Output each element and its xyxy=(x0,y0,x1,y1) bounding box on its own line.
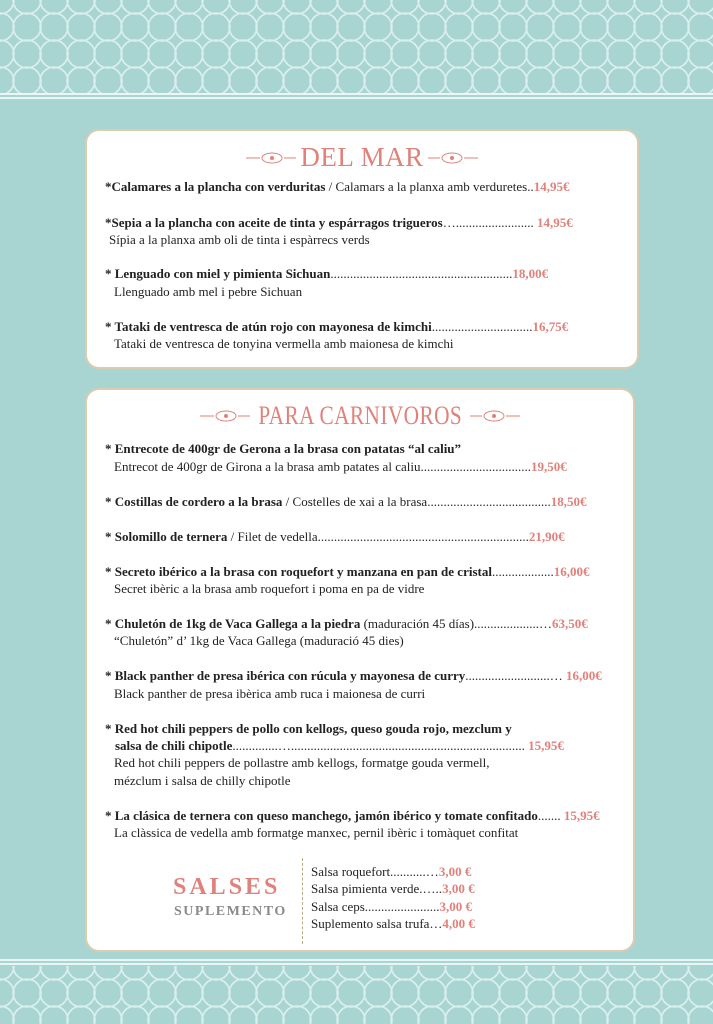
sauce-price: 3,00 € xyxy=(439,899,473,914)
top-band-line-2 xyxy=(0,97,713,99)
sauce-item xyxy=(311,916,475,932)
item-name: *Sepia a la plancha con aceite de tinta y espárragos trigueros xyxy=(105,215,443,230)
sauce-price: 3,00 € xyxy=(438,864,472,879)
ornament-right-icon xyxy=(428,151,478,165)
item-name: * Black panther de presa ibérica con rúcula y mayonesa de curry xyxy=(105,668,466,683)
menu-item xyxy=(105,564,589,580)
item-price: 18,50€ xyxy=(550,494,587,509)
item-dots: …........................ xyxy=(442,215,537,230)
item-price: 19,50€ xyxy=(530,459,567,474)
menu-item xyxy=(105,808,600,824)
sauce-item xyxy=(311,881,475,897)
item-dots: ..............…........................................................................ xyxy=(232,738,529,753)
item-price: 16,00€ xyxy=(553,564,590,579)
item-translation: Black panther de presa ibèrica amb ruca i maionesa de curri xyxy=(114,686,426,701)
item-price: 21,90€ xyxy=(528,529,565,544)
item-alt: (maduración 45 días) xyxy=(360,616,475,631)
item-name: * La clásica de ternera con queso manchego, jamón ibérico y tomate confitado xyxy=(105,808,538,823)
item-translation: “Chuletón” d’ 1kg de Vaca Gallega (maduració 45 dies) xyxy=(114,633,404,648)
menu-item xyxy=(105,441,461,457)
item-price: 63,50€ xyxy=(552,616,588,631)
item-sep: / xyxy=(282,494,293,509)
sauce-item xyxy=(311,864,471,880)
menu-item xyxy=(105,266,548,282)
menu-item xyxy=(105,215,573,231)
item-name: * Red hot chili peppers de pollo con kellogs, queso gouda rojo, mezclum y xyxy=(105,721,512,736)
item-name: * Tataki de ventresca de atún rojo con mayonesa de kimchi xyxy=(105,319,432,334)
ornament-right-icon xyxy=(470,409,520,423)
sauce-label: Suplemento salsa trufa… xyxy=(311,916,443,931)
item-sep: / xyxy=(227,529,238,544)
ornament-left-icon xyxy=(200,409,250,423)
item-name: * Solomillo de ternera xyxy=(105,529,228,544)
bottom-band-line xyxy=(0,959,713,961)
item-price: 18,00€ xyxy=(512,266,549,281)
item-dots: .................................. xyxy=(420,459,531,474)
bottom-band-line-2 xyxy=(0,963,713,965)
item-alt: Filet de vedella xyxy=(237,529,318,544)
menu-item xyxy=(105,319,568,335)
item-sub: Entrecot de 400gr de Girona a la brasa amb patates al caliu xyxy=(114,459,421,474)
item-dots: ....... xyxy=(537,808,564,823)
top-pattern-band xyxy=(0,0,713,93)
item-name: * Chuletón de 1kg de Vaca Gallega a la piedra xyxy=(105,616,361,631)
menu-item xyxy=(105,529,565,545)
menu-item xyxy=(105,179,569,195)
item-price: 15,95€ xyxy=(563,808,600,823)
sauce-label: Salsa pimienta verde.….. xyxy=(311,881,443,896)
menu-item xyxy=(105,668,602,684)
del-mar-title-row xyxy=(87,142,637,173)
menu-item xyxy=(105,616,588,632)
item-price: 15,95€ xyxy=(528,738,564,753)
item-translation: La clàssica de vedella amb formatge manxec, pernil ibèric i tomàquet confitat xyxy=(114,825,519,840)
item-name: * Entrecote de 400gr de Gerona a la brasa con patatas “al caliu” xyxy=(105,441,462,456)
item-translation xyxy=(114,459,567,475)
item-translation: Secret ibèric a la brasa amb roquefort i poma en pa de vidre xyxy=(114,581,425,596)
ornament-left-icon xyxy=(246,151,296,165)
del-mar-title: DEL MAR xyxy=(300,142,424,172)
item-translation: Sípia a la planxa amb oli de tinta i espàrrecs verds xyxy=(109,232,370,247)
salses-divider xyxy=(302,858,303,944)
menu-item xyxy=(105,721,512,737)
item-dots: ....................… xyxy=(474,616,553,631)
item-price: 14,95€ xyxy=(537,215,573,230)
item-dots: ............................... xyxy=(431,319,533,334)
carnivoros-title: PARA CARNIVOROS xyxy=(258,401,462,430)
item-name: * Costillas de cordero a la brasa xyxy=(105,494,283,509)
menu-item xyxy=(105,494,586,510)
item-alt: Calamars a la planxa amb verduretes.. xyxy=(335,179,534,194)
item-alt: Costelles de xai a la brasa xyxy=(292,494,428,509)
menu-item-line2 xyxy=(115,738,564,754)
item-name: * Secreto ibérico a la brasa con roquefort y manzana en pan de cristal xyxy=(105,564,492,579)
sauce-price: 3,00 € xyxy=(442,881,475,896)
item-dots: ..........................… xyxy=(465,668,567,683)
sauce-item xyxy=(311,899,472,915)
salses-title: SALSES xyxy=(173,874,281,900)
carnivoros-title-row xyxy=(87,401,633,431)
sauce-label: Salsa ceps....................... xyxy=(311,899,440,914)
item-dots: ................................................................. xyxy=(317,529,529,544)
carnivoros-card xyxy=(85,388,635,952)
salses-subtitle: SUPLEMENTO xyxy=(174,904,287,919)
item-dots: ...................................... xyxy=(427,494,551,509)
sauce-label: Salsa roquefort...........… xyxy=(311,864,439,879)
item-translation: mézclum i salsa de chilly chipotle xyxy=(114,773,291,788)
item-sep: / xyxy=(325,179,336,194)
item-name: *Calamares a la plancha con verduritas xyxy=(105,179,326,194)
item-translation: Tataki de ventresca de tonyina vermella amb maionesa de kimchi xyxy=(114,336,454,351)
item-price: 16,00€ xyxy=(566,668,602,683)
item-name: salsa de chili chipotle xyxy=(115,738,233,753)
del-mar-card xyxy=(85,129,639,369)
item-name: * Lenguado con miel y pimienta Sichuan xyxy=(105,266,331,281)
top-band-line xyxy=(0,93,713,95)
item-dots: ........................................................ xyxy=(330,266,513,281)
bottom-pattern-band xyxy=(0,966,713,1024)
item-translation: Llenguado amb mel i pebre Sichuan xyxy=(114,284,303,299)
item-price: 14,95€ xyxy=(533,179,570,194)
sauce-price: 4,00 € xyxy=(442,916,475,931)
item-price: 16,75€ xyxy=(532,319,569,334)
item-translation: Red hot chili peppers de pollastre amb kellogs, formatge gouda vermell, xyxy=(114,755,490,770)
item-dots: ................... xyxy=(491,564,554,579)
